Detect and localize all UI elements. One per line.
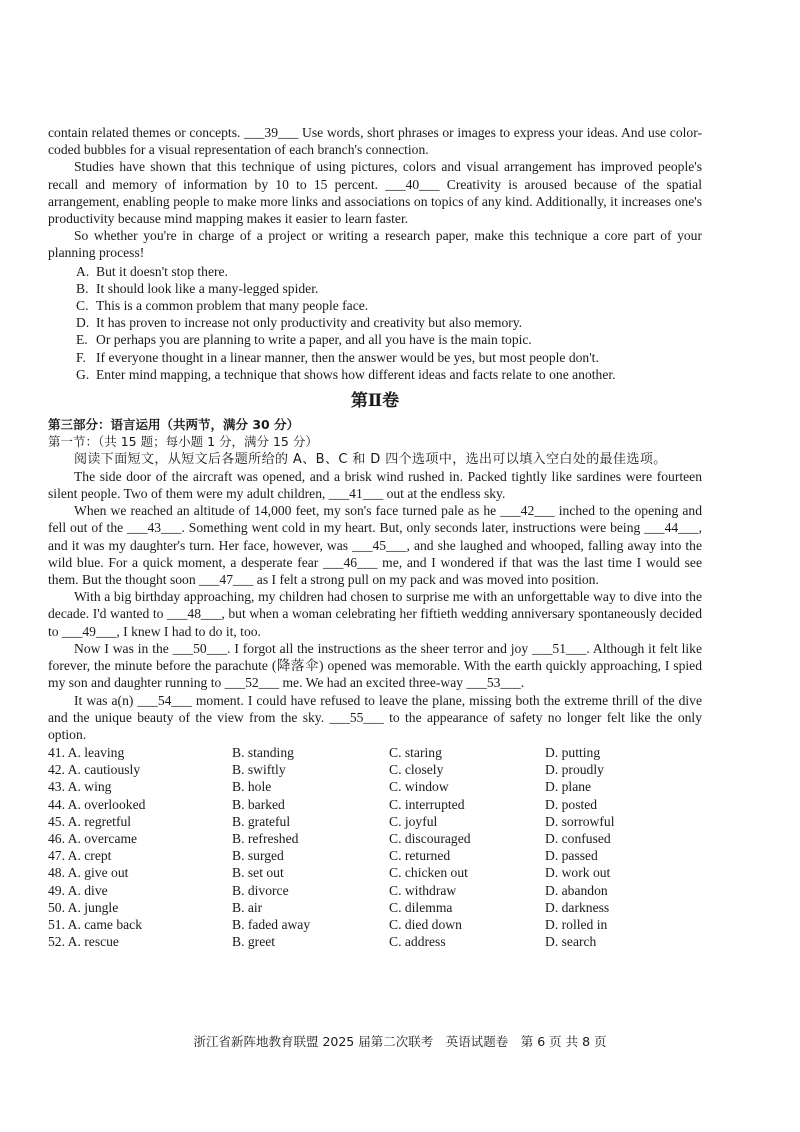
choice-b: B. greet bbox=[232, 934, 276, 950]
part-heading: 第三部分：语言运用（共两节，满分 30 分） bbox=[48, 417, 300, 433]
choice-b: B. divorce bbox=[232, 882, 289, 898]
choice-d: D. confused bbox=[545, 831, 611, 847]
option-letter: E. bbox=[76, 332, 88, 348]
choice-a: 47. A. crept bbox=[48, 848, 112, 864]
option-letter: D. bbox=[76, 315, 90, 331]
choice-c: C. dilemma bbox=[389, 899, 453, 915]
cloze-paragraph: Now I was in the ___50___. I forgot all the instructions as the sheer terror and joy ___51___. Although it felt like forever, the minute before the parachute (降落伞) opened was memorable. With the earth quickly approaching, I spied my son and daughter running to ___52___ me. We had an excited three-way ___53___. bbox=[48, 640, 702, 691]
choice-row bbox=[48, 761, 702, 778]
choice-d: D. rolled in bbox=[545, 916, 608, 932]
choice-a: 49. A. dive bbox=[48, 882, 108, 898]
choice-c: C. discouraged bbox=[389, 831, 471, 847]
option-item bbox=[48, 297, 702, 314]
page-footer: 浙江省新阵地教育联盟 2025 届第二次联考 英语试题卷 第 6 页 共 8 页 bbox=[193, 1034, 607, 1049]
choice-row bbox=[48, 933, 702, 950]
choice-c: C. staring bbox=[389, 745, 442, 761]
option-text: This is a common problem that many people face. bbox=[96, 298, 369, 314]
choice-c: C. closely bbox=[389, 762, 444, 778]
passage-paragraph: So whether you're in charge of a project or writing a research paper, make this technique a core part of your planning process! bbox=[48, 228, 702, 261]
choice-b: B. hole bbox=[232, 779, 272, 795]
choice-d: D. plane bbox=[545, 779, 592, 795]
choice-d: D. passed bbox=[545, 848, 598, 864]
option-text: It has proven to increase not only productivity and creativity but also memory. bbox=[96, 315, 523, 331]
option-letter: B. bbox=[76, 280, 89, 296]
choice-row bbox=[48, 882, 702, 899]
cloze-paragraph: With a big birthday approaching, my children had chosen to surprise me with an unforgettable way to dive into the decade. I'd wanted to ___48___, but when a woman celebrating her fiftieth wedding anniversary spontaneously decided to ___49___, I knew I had to do it, too. bbox=[48, 589, 702, 639]
option-item bbox=[48, 280, 702, 297]
passage-paragraph: Studies have shown that this technique of using pictures, colors and visual arrangement has improved people's recall and memory of information by 10 to 15 percent. ___40___ Creativity is aroused because of the spatial arrangement, enabling people to make more links and associations on topics of any kind. Additionally, it increases one's productivity because mind mapping makes it easier to learn faster. bbox=[48, 159, 702, 227]
choice-b: B. set out bbox=[232, 865, 284, 881]
choice-d: D. sorrowful bbox=[545, 813, 615, 829]
choice-b: B. faded away bbox=[232, 916, 311, 932]
choice-row bbox=[48, 916, 702, 933]
choice-d: D. putting bbox=[545, 745, 601, 761]
choice-row bbox=[48, 847, 702, 864]
choice-row bbox=[48, 796, 702, 813]
choice-row bbox=[48, 899, 702, 916]
option-item bbox=[48, 263, 702, 280]
choice-b: B. surged bbox=[232, 848, 284, 864]
cloze-paragraph: It was a(n) ___54___ moment. I could have refused to leave the plane, missing both the extreme thrill of the dive and the unique beauty of the view from the sky. ___55___ to the appearance of safety no longer felt like the only option. bbox=[48, 692, 702, 742]
choice-row bbox=[48, 778, 702, 795]
choice-d: D. posted bbox=[545, 796, 598, 812]
choice-a: 46. A. overcame bbox=[48, 831, 138, 847]
choice-a: 44. A. overlooked bbox=[48, 796, 146, 812]
choice-row bbox=[48, 813, 702, 830]
subsection-heading: 第一节：（共 15 题；每小题 1 分，满分 15 分） bbox=[48, 434, 318, 450]
choice-c: C. interrupted bbox=[389, 796, 465, 812]
choice-b: B. air bbox=[232, 899, 263, 915]
cloze-paragraph: The side door of the aircraft was opened, and a brisk wind rushed in. Packed tightly like sardines were fourteen silent people. Two of them were my adult children, ___41___ out at the endless sky. bbox=[48, 468, 702, 502]
choice-b: B. barked bbox=[232, 796, 285, 812]
choice-a: 43. A. wing bbox=[48, 779, 112, 795]
choice-b: B. swiftly bbox=[232, 762, 286, 778]
instructions: 阅读下面短文，从短文后各题所给的 A、B、C 和 D 四个选项中，选出可以填入空白处的最佳选项。 bbox=[74, 451, 667, 467]
option-text: If everyone thought in a linear manner, then the answer would be yes, but most people don't. bbox=[96, 349, 599, 365]
choice-d: D. work out bbox=[545, 865, 611, 881]
choice-a: 41. A. leaving bbox=[48, 745, 125, 761]
option-letter: C. bbox=[76, 298, 89, 314]
choice-c: C. joyful bbox=[389, 813, 438, 829]
option-text: Enter mind mapping, a technique that shows how different ideas and facts relate to one another. bbox=[96, 366, 616, 382]
choice-row bbox=[48, 744, 702, 761]
choice-a: 52. A. rescue bbox=[48, 934, 119, 950]
option-item bbox=[48, 366, 702, 383]
page-content bbox=[48, 124, 702, 950]
option-item bbox=[48, 314, 702, 331]
choice-c: C. returned bbox=[389, 848, 451, 864]
choice-row bbox=[48, 830, 702, 847]
choice-a: 42. A. cautiously bbox=[48, 762, 141, 778]
choice-d: D. search bbox=[545, 934, 597, 950]
cloze-paragraph: When we reached an altitude of 14,000 feet, my son's face turned pale as he ___42___ inched to the opening and fell out of the ___43___. Something went cold in my heart. But, only seconds later, instructions were being ___44___, and it was my daughter's turn. Her face, however, was ___45___, and she laughed and whooped, falling away into the wild blue. For a quick moment, a desperate fear ___46___ me, and I wondered if that was the last time I would see them. But the thought soon ___47___ as I felt a strong pull on my pack and was moved into position. bbox=[48, 503, 702, 588]
choice-d: D. darkness bbox=[545, 899, 610, 915]
choice-a: 50. A. jungle bbox=[48, 899, 119, 915]
choice-b: B. standing bbox=[232, 745, 294, 761]
option-item bbox=[48, 331, 702, 348]
option-letter: G. bbox=[76, 366, 90, 382]
option-text: It should look like a many-legged spider. bbox=[96, 280, 319, 296]
choice-c: C. address bbox=[389, 934, 446, 950]
choice-c: C. chicken out bbox=[389, 865, 468, 881]
choice-a: 48. A. give out bbox=[48, 865, 129, 881]
choice-d: D. proudly bbox=[545, 762, 604, 778]
option-letter: F. bbox=[76, 349, 86, 365]
section-title: 第Ⅱ卷 bbox=[350, 391, 400, 412]
option-letter: A. bbox=[76, 263, 90, 279]
choice-row bbox=[48, 864, 702, 881]
choice-b: B. grateful bbox=[232, 813, 291, 829]
choice-a: 45. A. regretful bbox=[48, 813, 132, 829]
choice-c: C. withdraw bbox=[389, 882, 457, 898]
choice-d: D. abandon bbox=[545, 882, 608, 898]
option-text: Or perhaps you are planning to write a paper, and all you have is the main topic. bbox=[96, 332, 532, 348]
option-item bbox=[48, 349, 702, 366]
option-list bbox=[48, 263, 702, 383]
choice-c: C. window bbox=[389, 779, 449, 795]
choice-b: B. refreshed bbox=[232, 831, 299, 847]
option-text: But it doesn't stop there. bbox=[96, 263, 228, 279]
answer-choices bbox=[48, 744, 702, 950]
passage-paragraph: contain related themes or concepts. ___39___ Use words, short phrases or images to express your ideas. And use color-coded bubbles for a visual representation of each branch's connection. bbox=[48, 125, 702, 158]
choice-c: C. died down bbox=[389, 916, 462, 932]
choice-a: 51. A. came back bbox=[48, 916, 142, 932]
